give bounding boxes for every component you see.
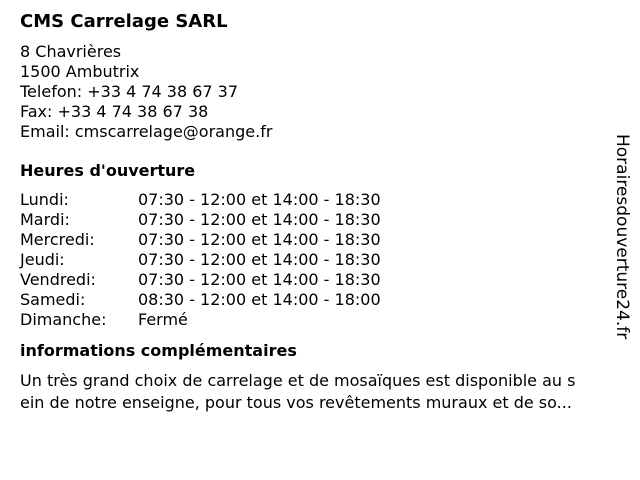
business-card — [20, 10, 620, 414]
hours-row-thursday — [20, 250, 620, 270]
hours-value: 07:30 - 12:00 et 14:00 - 18:30 — [138, 190, 381, 209]
additional-info-heading: informations complémentaires — [20, 341, 297, 360]
hours-value: 07:30 - 12:00 et 14:00 - 18:30 — [138, 250, 381, 269]
address-block — [20, 42, 620, 142]
company-name: CMS Carrelage SARL — [20, 11, 228, 32]
hours-row-saturday — [20, 290, 620, 310]
hours-value: 08:30 - 12:00 et 14:00 - 18:00 — [138, 290, 381, 309]
day-label: Mardi: — [20, 210, 70, 229]
opening-hours-heading: Heures d'ouverture — [20, 161, 196, 180]
email-address: Email: cmscarrelage@orange.fr — [20, 122, 273, 141]
hours-value: 07:30 - 12:00 et 14:00 - 18:30 — [138, 210, 381, 229]
additional-info-text — [20, 370, 620, 414]
day-label: Jeudi: — [20, 250, 65, 269]
phone-number: Telefon: +33 4 74 38 67 37 — [20, 82, 239, 101]
info-text-line: ein de notre enseigne, pour tous vos revêtements muraux et de so... — [20, 393, 572, 412]
day-label: Samedi: — [20, 290, 86, 309]
fax-number: Fax: +33 4 74 38 67 38 — [20, 102, 209, 121]
hours-row-wednesday — [20, 230, 620, 250]
info-text-line: Un très grand choix de carrelage et de mosaïques est disponible au s — [20, 371, 576, 390]
hours-row-monday — [20, 190, 620, 210]
hours-row-friday — [20, 270, 620, 290]
city-postal: 1500 Ambutrix — [20, 62, 140, 81]
site-watermark-text: Horairesdouverture24.fr — [612, 134, 632, 340]
hours-row-sunday — [20, 310, 620, 330]
day-label: Lundi: — [20, 190, 69, 209]
opening-hours-table — [20, 190, 620, 330]
day-label: Mercredi: — [20, 230, 95, 249]
hours-value: 07:30 - 12:00 et 14:00 - 18:30 — [138, 270, 381, 289]
hours-row-tuesday — [20, 210, 620, 230]
day-label: Vendredi: — [20, 270, 96, 289]
hours-value: Fermé — [138, 310, 188, 329]
day-label: Dimanche: — [20, 310, 107, 329]
street-address: 8 Chavrières — [20, 42, 122, 61]
hours-value: 07:30 - 12:00 et 14:00 - 18:30 — [138, 230, 381, 249]
